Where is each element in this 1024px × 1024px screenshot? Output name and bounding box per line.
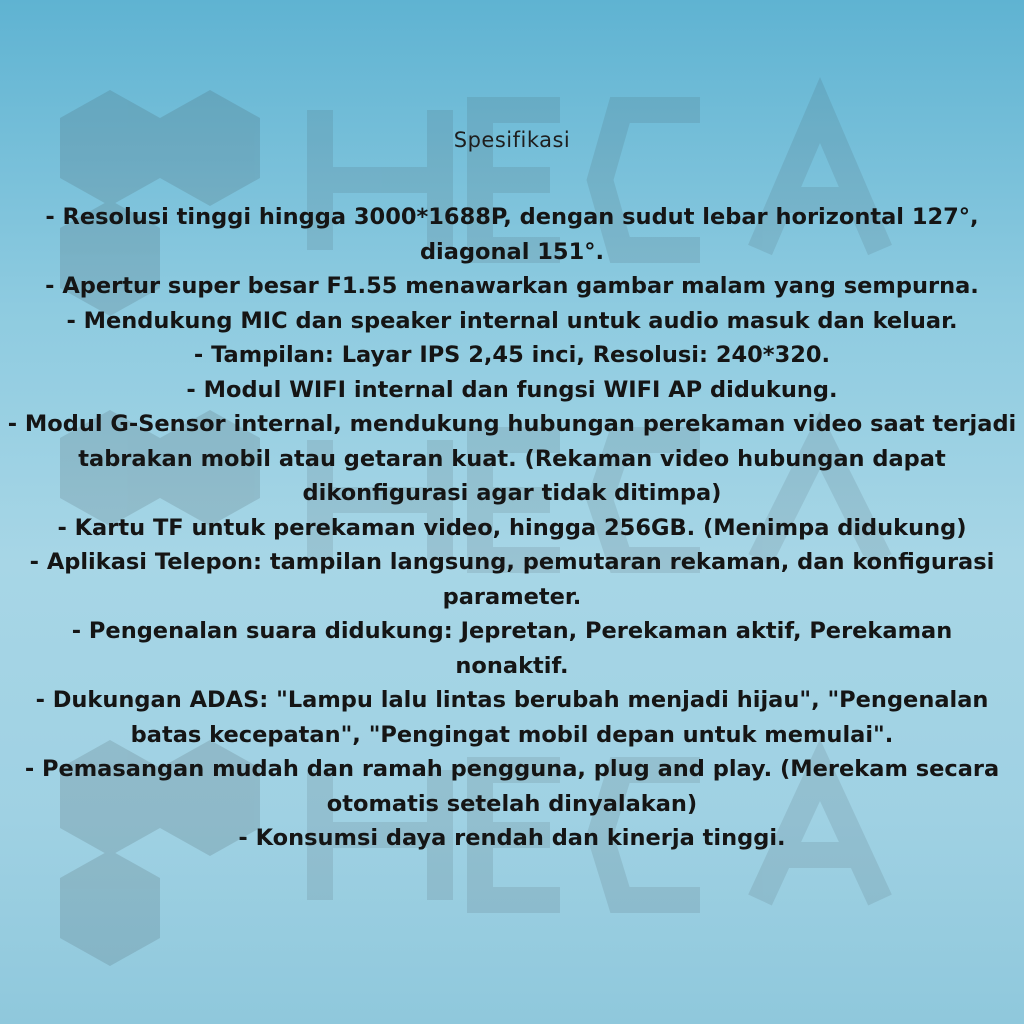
spec-item: - Dukungan ADAS: "Lampu lalu lintas berubah menjadi hijau", "Pengenalan batas kecepatan", "Pengingat mobil depan untuk memulai". bbox=[35, 687, 989, 748]
spec-item: - Aplikasi Telepon: tampilan langsung, pemutaran rekaman, dan konfigurasi parameter. bbox=[29, 549, 995, 610]
spec-item: - Modul G-Sensor internal, mendukung hubungan perekaman video saat terjadi tabrakan mobil atau getaran kuat. (Rekaman video hubungan dapat dikonfigurasi agar tidak ditimpa) bbox=[7, 411, 1017, 506]
spec-item: - Kartu TF untuk perekaman video, hingga 256GB. (Menimpa didukung) bbox=[57, 514, 967, 541]
spec-item: - Pengenalan suara didukung: Jepretan, Perekaman aktif, Perekaman nonaktif. bbox=[71, 618, 953, 679]
spec-list bbox=[0, 200, 1024, 856]
spec-item: - Tampilan: Layar IPS 2,45 inci, Resolusi: 240*320. bbox=[193, 342, 831, 368]
spec-item: - Resolusi tinggi hingga 3000*1688P, dengan sudut lebar horizontal 127°, diagonal 151°. bbox=[45, 204, 979, 265]
page-title: Spesifikasi bbox=[453, 128, 571, 152]
spec-item: - Pemasangan mudah dan ramah pengguna, plug and play. (Merekam secara otomatis setelah dinyalakan) bbox=[24, 756, 1000, 817]
spec-item: - Modul WIFI internal dan fungsi WIFI AP didukung. bbox=[186, 376, 838, 403]
spec-item: - Konsumsi daya rendah dan kinerja tinggi. bbox=[238, 825, 786, 851]
spec-item: - Apertur super besar F1.55 menawarkan gambar malam yang sempurna. bbox=[45, 273, 979, 299]
spec-item: - Mendukung MIC dan speaker internal untuk audio masuk dan keluar. bbox=[66, 307, 958, 334]
